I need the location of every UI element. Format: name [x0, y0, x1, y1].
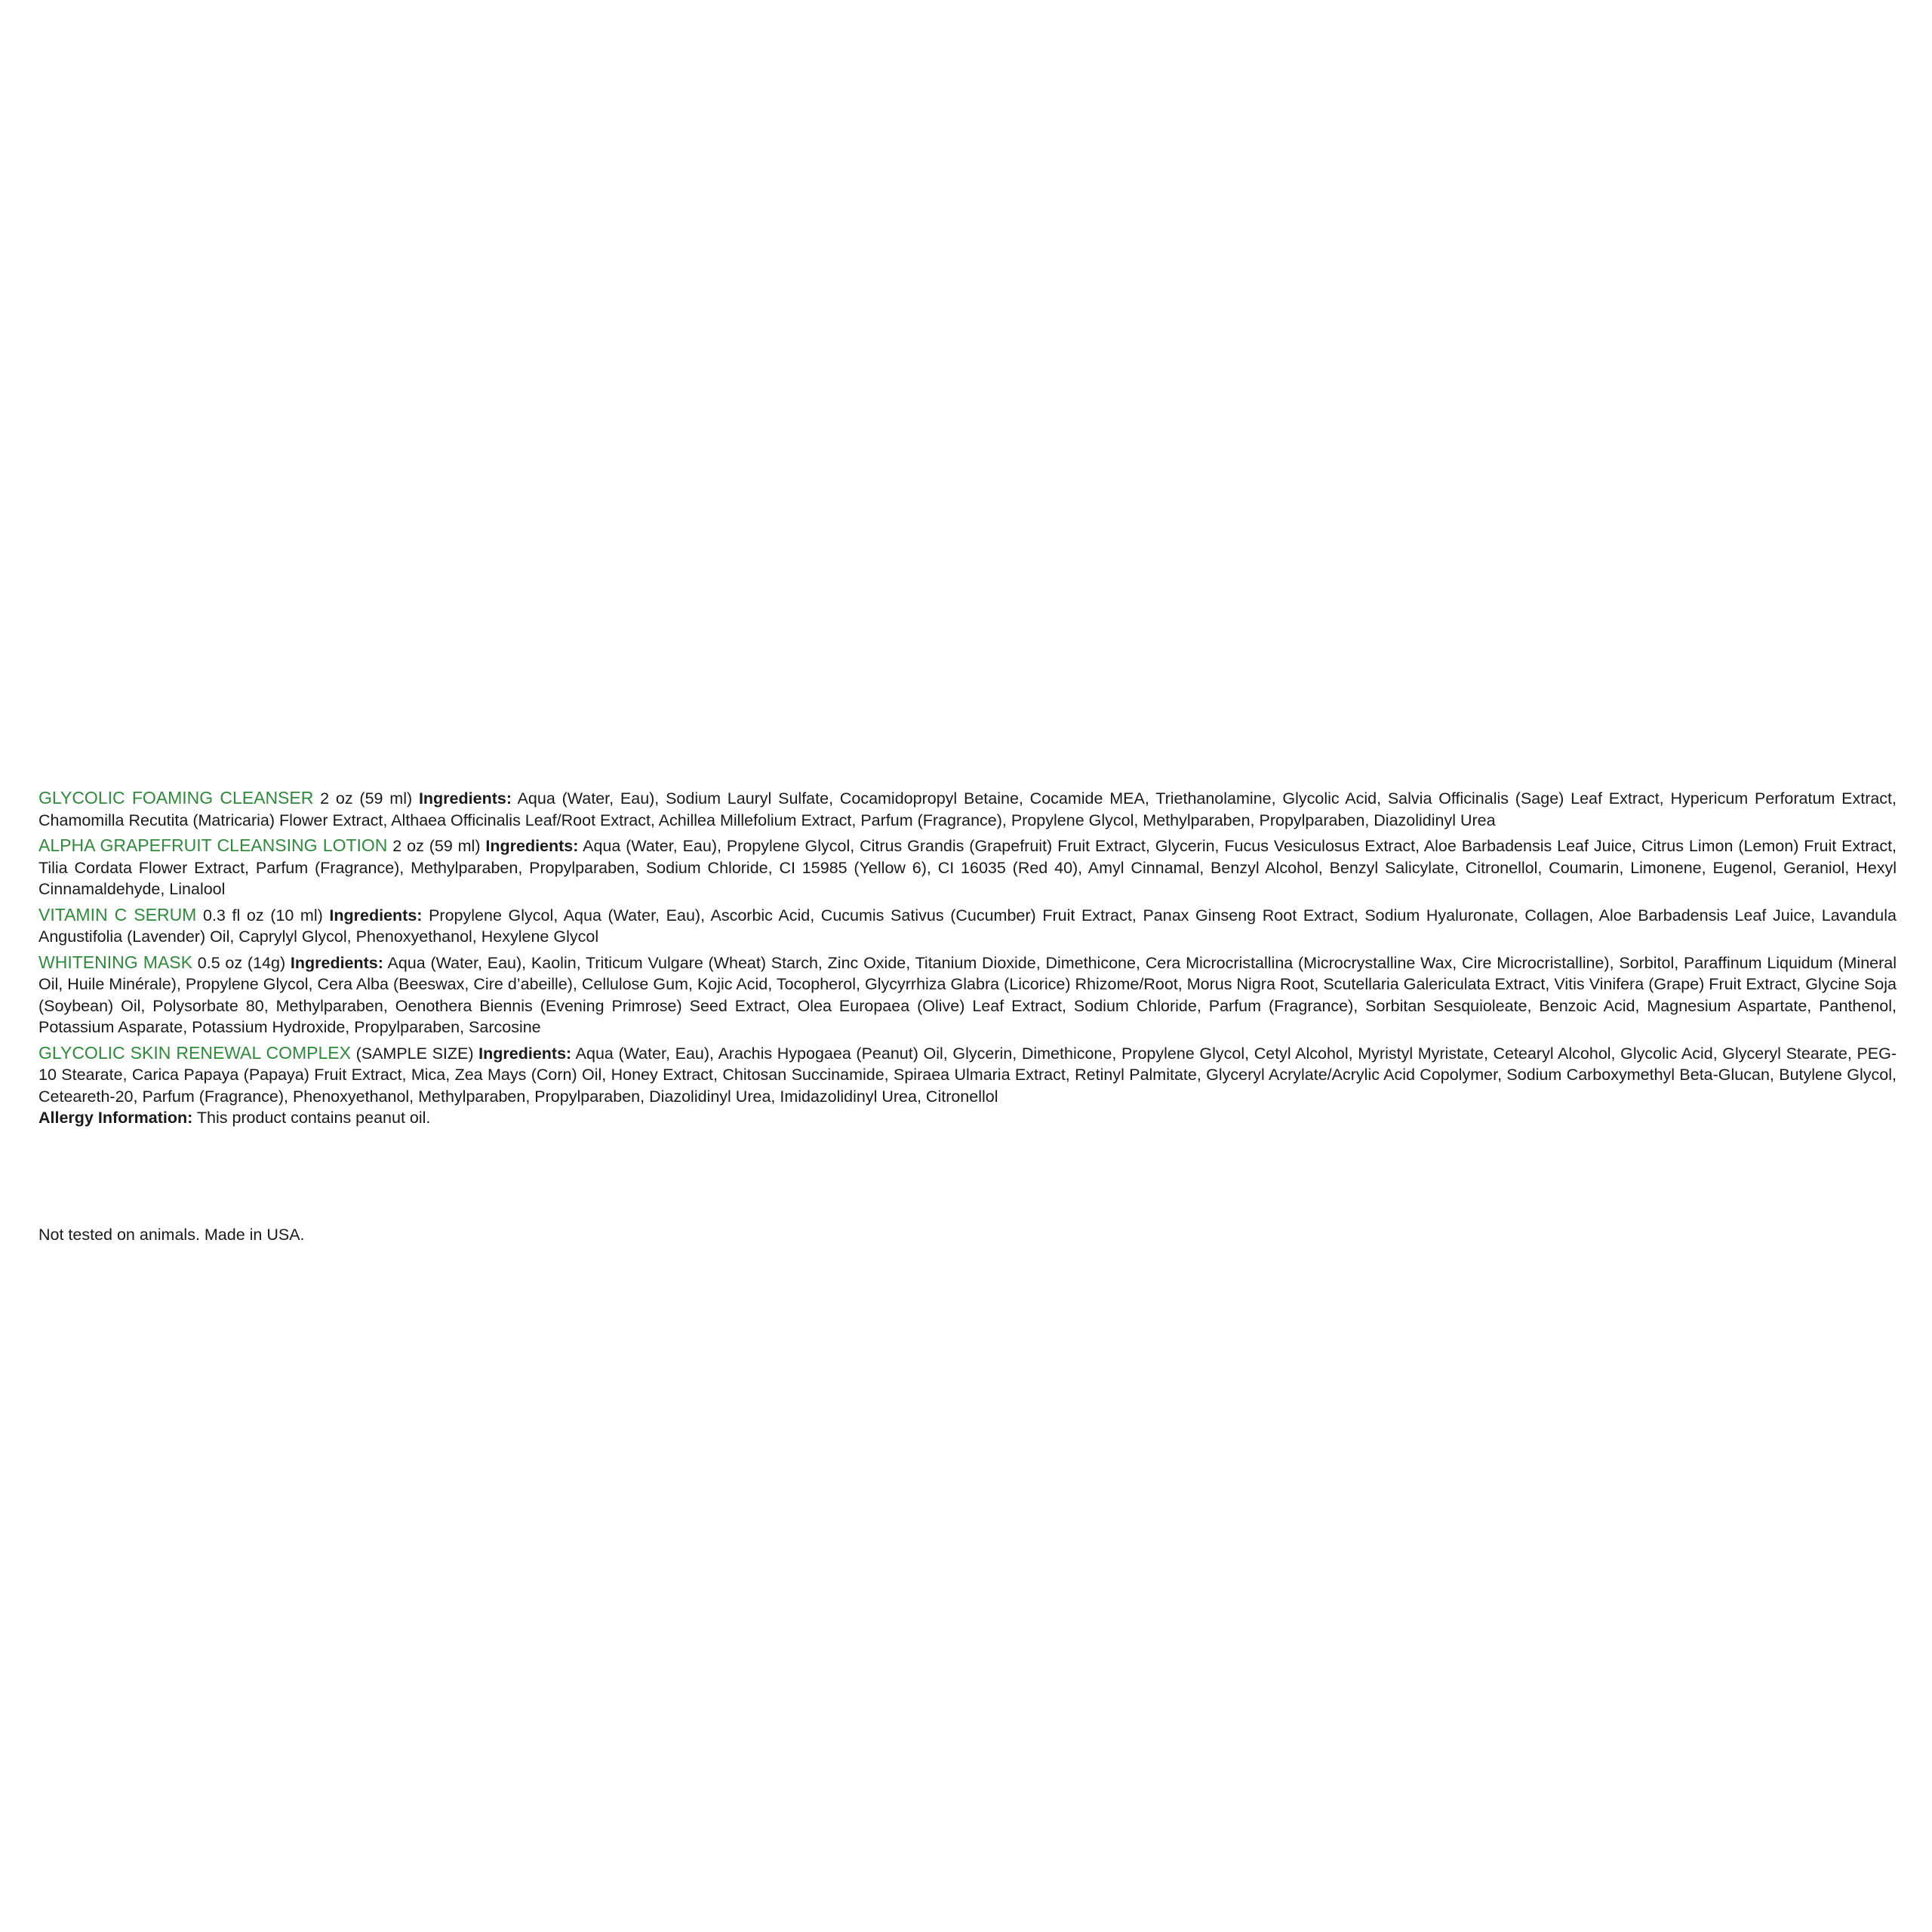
product-size: 0.5 oz (14g) [192, 953, 291, 972]
product-size: (SAMPLE SIZE) [350, 1044, 479, 1063]
allergy-information [38, 1107, 1897, 1129]
product-name: ALPHA GRAPEFRUIT CLEANSING LOTION [38, 835, 388, 855]
product-entry-alpha-grapefruit-cleansing-lotion [38, 835, 1897, 900]
product-name: GLYCOLIC FOAMING CLEANSER [38, 788, 314, 808]
ingredients-label: Ingredients: [329, 906, 423, 924]
allergy-label: Allergy Information: [38, 1109, 193, 1127]
allergy-text: This product contains peanut oil. [192, 1109, 431, 1127]
ingredients-list [38, 787, 1897, 1129]
ingredients-text: Aqua (Water, Eau), Arachis Hypogaea (Peanut) Oil, Glycerin, Dimethicone, Propylene Glycol, Cetyl Alcohol, Myristyl Myristate, Cetearyl Alcohol, Glycolic Acid, Glyceryl Stearate, PEG-10 Stearate, Carica Papaya (Papaya) Fruit Extract, Mica, Zea Mays (Corn) Oil, Honey Extract, Chitosan Succinamide, Spiraea Ulmaria Extract, Retinyl Palmitate, Glyceryl Acrylate/Acrylic Acid Copolymer, Sodium Carboxymethyl Beta-Glucan, Butylene Glycol, Ceteareth-20, Parfum (Fragrance), Phenoxyethanol, Methylparaben, Propylparaben, Diazolidinyl Urea, Imidazolidinyl Urea, Citronellol [38, 1044, 1897, 1106]
product-name: VITAMIN C SERUM [38, 904, 197, 924]
product-entry-glycolic-foaming-cleanser [38, 787, 1897, 831]
ingredients-text: Propylene Glycol, Aqua (Water, Eau), Ascorbic Acid, Cucumis Sativus (Cucumber) Fruit Extract, Panax Ginseng Root Extract, Sodium Hyaluronate, Collagen, Aloe Barbadensis Leaf Juice, Lavandula Angustifolia (Lavender) Oil, Caprylyl Glycol, Phenoxyethanol, Hexylene Glycol [38, 906, 1897, 946]
product-entry-glycolic-skin-renewal-complex [38, 1042, 1897, 1108]
product-size: 2 oz (59 ml) [387, 837, 486, 855]
footer-note: Not tested on animals. Made in USA. [38, 1226, 305, 1244]
product-name: GLYCOLIC SKIN RENEWAL COMPLEX [38, 1042, 351, 1063]
product-entry-vitamin-c-serum [38, 904, 1897, 948]
ingredients-text: Aqua (Water, Eau), Kaolin, Triticum Vulgare (Wheat) Starch, Zinc Oxide, Titanium Dioxide, Dimethicone, Cera Microcristallina (Microcrystalline Wax, Cire Microcristalline), Sorbitol, Paraffinum Liquidum (Mineral Oil, Huile Minérale), Propylene Glycol, Cera Alba (Beeswax, Cire d’abeille), Cellulose Gum, Kojic Acid, Tocopherol, Glycyrrhiza Glabra (Licorice) Rhizome/Root, Morus Nigra Root, Scutellaria Galericulata Extract, Vitis Vinifera (Grape) Fruit Extract, Glycine Soja (Soybean) Oil, Polysorbate 80, Methylparaben, Oenothera Biennis (Evening Primrose) Seed Extract, Olea Europaea (Olive) Leaf Extract, Sodium Chloride, Parfum (Fragrance), Sorbitan Sesquioleate, Benzoic Acid, Magnesium Aspartate, Panthenol, Potassium Asparate, Potassium Hydroxide, Propylparaben, Sarcosine [38, 953, 1897, 1036]
product-name: WHITENING MASK [38, 952, 192, 972]
ingredients-text: Aqua (Water, Eau), Propylene Glycol, Citrus Grandis (Grapefruit) Fruit Extract, Glycerin, Fucus Vesiculosus Extract, Aloe Barbadensis Leaf Juice, Citrus Limon (Lemon) Fruit Extract, Tilia Cordata Flower Extract, Parfum (Fragrance), Methylparaben, Propylparaben, Sodium Chloride, CI 15985 (Yellow 6), CI 16035 (Red 40), Amyl Cinnamal, Benzyl Alcohol, Benzyl Salicylate, Citronellol, Coumarin, Limonene, Eugenol, Geraniol, Hexyl Cinnamaldehyde, Linalool [38, 837, 1897, 898]
ingredients-label: Ingredients: [418, 789, 512, 808]
ingredients-text: Aqua (Water, Eau), Sodium Lauryl Sulfate, Cocamidopropyl Betaine, Cocamide MEA, Triethanolamine, Glycolic Acid, Salvia Officinalis (Sage) Leaf Extract, Hypericum Perforatum Extract, Chamomilla Recutita (Matricaria) Flower Extract, Althaea Officinalis Leaf/Root Extract, Achillea Millefolium Extract, Parfum (Fragrance), Propylene Glycol, Methylparaben, Propylparaben, Diazolidinyl Urea [38, 789, 1897, 829]
product-entry-whitening-mask [38, 952, 1897, 1038]
ingredients-label: Ingredients: [485, 837, 579, 855]
product-size: 2 oz (59 ml) [313, 789, 419, 808]
ingredients-label: Ingredients: [478, 1044, 572, 1063]
product-size: 0.3 fl oz (10 ml) [196, 906, 330, 924]
ingredients-label: Ingredients: [290, 953, 383, 972]
